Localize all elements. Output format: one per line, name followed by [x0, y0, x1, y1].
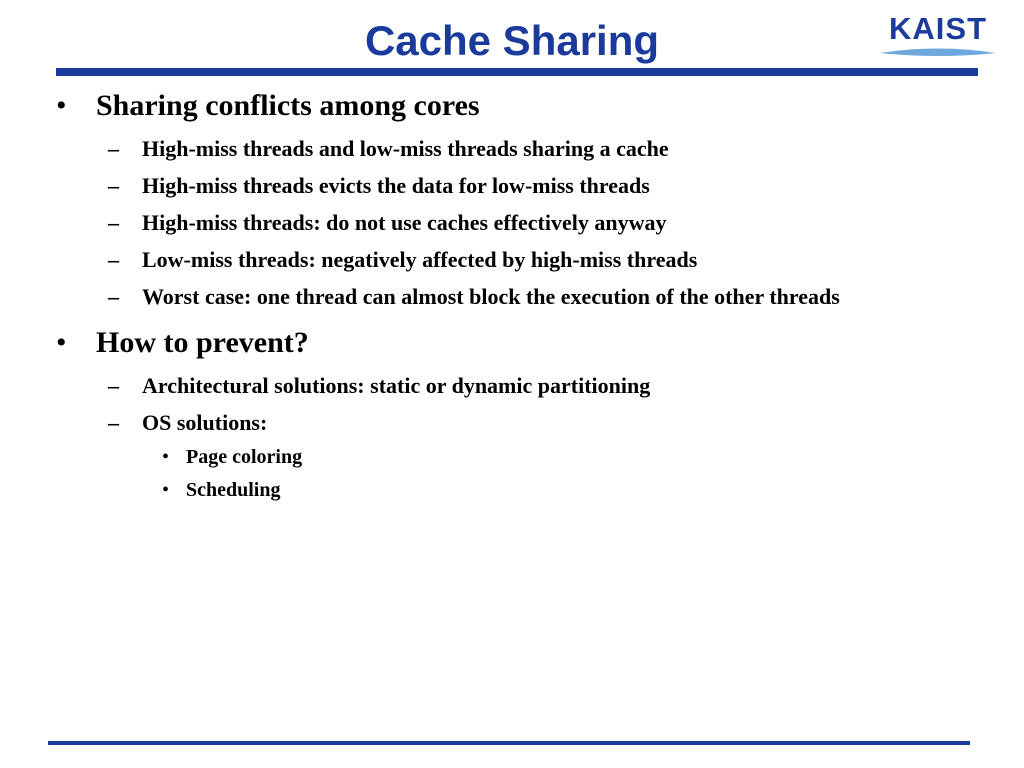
sub-sub-bullet-text: Scheduling — [186, 479, 281, 501]
sub-bullet-text: Worst case: one thread can almost block the execution of the other threads — [142, 284, 840, 309]
sub-bullet-text: Architectural solutions: static or dynamic partitioning — [142, 373, 651, 398]
logo-text: KAIST — [889, 11, 987, 46]
dash-icon: – — [108, 247, 119, 272]
slide-body — [56, 86, 986, 515]
sub-bullet-list — [96, 130, 986, 315]
kaist-logo — [878, 10, 998, 58]
small-dot-icon: • — [162, 479, 170, 501]
sub-bullet-item — [96, 204, 986, 241]
bullet-dot-icon: • — [56, 89, 67, 122]
bullet-text: How to prevent? — [96, 326, 309, 359]
title-divider — [56, 68, 978, 76]
bullet-text: Sharing conflicts among cores — [96, 89, 480, 122]
sub-bullet-list — [96, 367, 986, 507]
dash-icon: – — [108, 173, 119, 198]
sub-bullet-text: Low-miss threads: negatively affected by high-miss threads — [142, 247, 698, 272]
slide-title: Cache Sharing — [364, 17, 660, 64]
sub-bullet-item — [96, 130, 986, 167]
sub-sub-bullet-text: Page coloring — [186, 446, 303, 468]
logo-swoosh-icon — [878, 46, 998, 58]
dash-icon: – — [108, 373, 119, 398]
sub-bullet-item — [96, 167, 986, 204]
footer-divider — [48, 741, 970, 745]
sub-bullet-text: High-miss threads evicts the data for low-miss threads — [142, 173, 650, 198]
dash-icon: – — [108, 210, 119, 235]
bullet-item — [56, 86, 986, 315]
sub-sub-bullet-item — [142, 474, 986, 507]
dash-icon: – — [108, 410, 119, 435]
sub-bullet-item — [96, 367, 986, 404]
small-dot-icon: • — [162, 446, 170, 468]
sub-bullet-item — [96, 278, 986, 315]
sub-bullet-item — [96, 404, 986, 507]
sub-sub-bullet-item — [142, 441, 986, 474]
sub-bullet-item — [96, 241, 986, 278]
dash-icon: – — [108, 284, 119, 309]
sub-bullet-text: High-miss threads: do not use caches effectively anyway — [142, 210, 667, 235]
sub-sub-bullet-list — [142, 441, 986, 507]
sub-bullet-text: High-miss threads and low-miss threads sharing a cache — [142, 136, 669, 161]
sub-bullet-text: OS solutions: — [142, 410, 268, 435]
bullet-item — [56, 323, 986, 507]
bullet-list — [56, 86, 986, 507]
bullet-dot-icon: • — [56, 326, 67, 359]
dash-icon: – — [108, 136, 119, 161]
